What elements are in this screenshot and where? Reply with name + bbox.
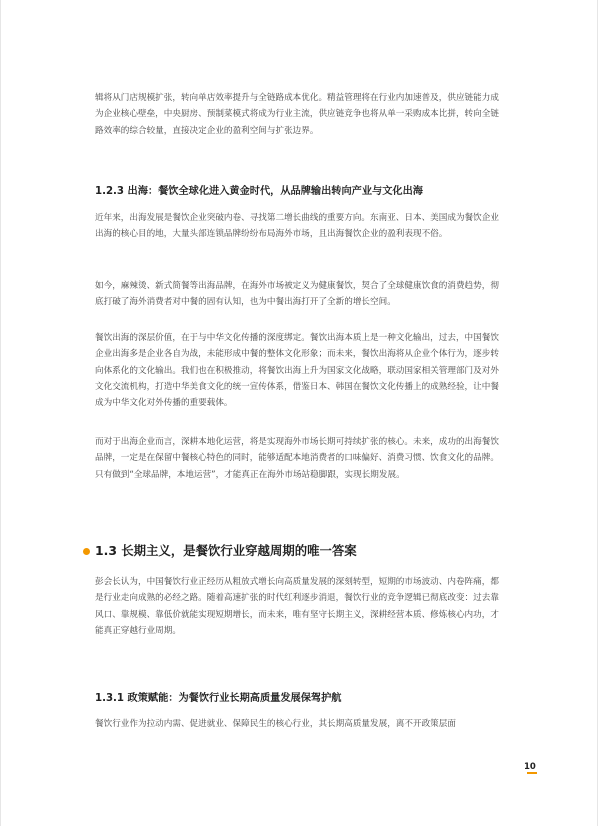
section-1-2-3-paragraph-4: 而对于出海企业而言，深耕本地化运营，将是实现海外市场长期可持续扩张的核心。未来，成功的出海餐饮品牌，一定是在保留中餐核心特色的同时，能够适配本地消费者的口味偏好、消费习惯、饮食文化的品牌。只有做到“全球品牌，本地运营”，才能真正在海外市场站稳脚跟，实现长期发展。: [95, 437, 499, 480]
section-1-2-3-heading: 1.2.3 出海：餐饮全球化进入黄金时代，从品牌输出转向产业与文化出海: [95, 186, 423, 197]
page-number-accent-bar: [527, 772, 537, 774]
intro-paragraph: 辑将从门店规模扩张，转向单店效率提升与全链路成本优化。精益管理将在行业内加速普及，供应链能力成为企业核心壁垒，中央厨房、预制菜模式将成为行业主流，供应链竞争也将从单一采购成本比拼，转向全链路效率的综合较量，直接决定企业的盈利空间与扩张边界。: [95, 93, 499, 136]
page-number: 10: [524, 762, 536, 772]
section-1-2-3-paragraph-3: 餐饮出海的深层价值，在于与中华文化传播的深度绑定。餐饮出海本质上是一种文化输出，过去，中国餐饮企业出海多是企业各自为战，未能形成中餐的整体文化形象；而未来，餐饮出海将从企业个体行为，逐步转向体系化的文化输出。我们也在积极推动，将餐饮出海上升为国家文化战略，联动国家相关管理部门及对外文化交流机构，打造中华美食文化的统一宣传体系，借鉴日本、韩国在餐饮文化传播上的成熟经验，让中餐成为中华文化对外传播的重要载体。: [95, 333, 499, 409]
section-1-2-3-paragraph-1: 近年来，出海发展是餐饮企业突破内卷、寻找第二增长曲线的重要方向。东南亚、日本、美国成为餐饮企业出海的核心目的地，大量头部连锁品牌纷纷布局海外市场，且出海餐饮企业的盈利表现不俗。: [95, 213, 499, 240]
section-1-3-paragraph: 彭会长认为，中国餐饮行业正经历从粗放式增长向高质量发展的深刻转型，短期的市场波动、内卷阵痛，都是行业走向成熟的必经之路。随着高速扩张的时代红利逐步消退，餐饮行业的竞争逻辑已彻底改变：过去靠风口、靠规模、靠低价就能实现短期增长，而未来，唯有坚守长期主义，深耕经营本质、修炼核心内功，才能真正穿越行业周期。: [95, 577, 499, 636]
section-1-3-1-paragraph: 餐饮行业作为拉动内需、促进就业、保障民生的核心行业，其长期高质量发展，离不开政策层面: [95, 719, 456, 729]
section-1-3-heading-text: 1.3 长期主义，是餐饮行业穿越周期的唯一答案: [95, 543, 357, 558]
orange-bullet-icon: [83, 548, 90, 555]
section-1-3-heading: [83, 543, 523, 559]
section-1-3-1-heading: 1.3.1 政策赋能：为餐饮行业长期高质量发展保驾护航: [95, 693, 342, 704]
section-1-2-3-paragraph-2: 如今，麻辣烫、新式简餐等出海品牌，在海外市场被定义为健康餐饮，契合了全球健康饮食的消费趋势，彻底打破了海外消费者对中餐的固有认知，也为中餐出海打开了全新的增长空间。: [95, 281, 499, 308]
